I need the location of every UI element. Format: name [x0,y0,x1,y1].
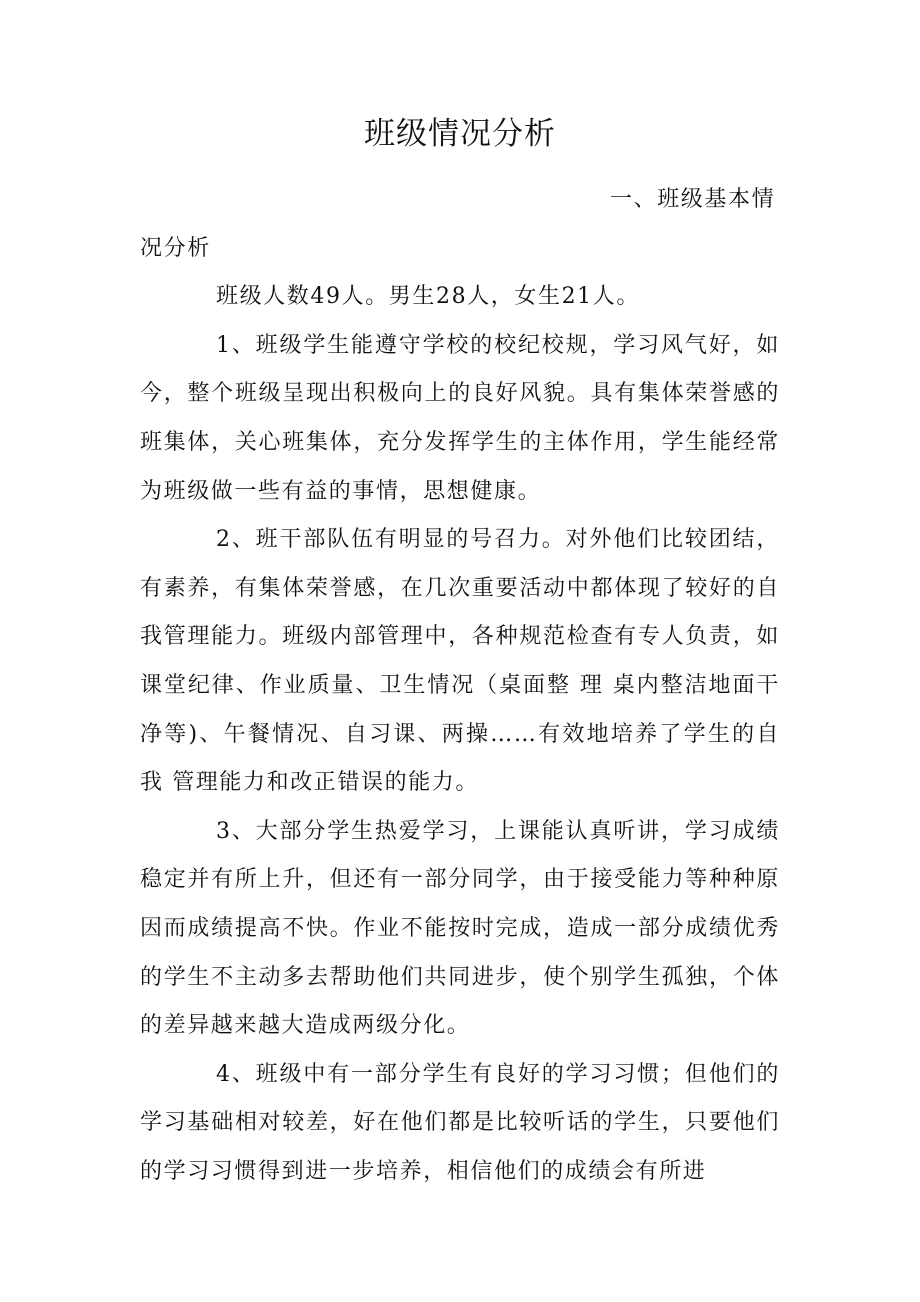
paragraph-3-learning: 3、大部分学生热爱学习，上课能认真听讲，学习成绩稳定并有所上升，但还有一部分同学，由于接受能力等种种原因而成绩提高不快。作业不能按时完成，造成一部分成绩优秀的学生不主动多去帮助他们共同进步，使个别学生孤独，个体的差异越来越大造成两级分化。 [140,818,780,1039]
paragraph-2-class-cadre: 2、班干部队伍有明显的号召力。对外他们比较团结，有素养，有集体荣誉感，在几次重要活动中都体现了较好的自我管理能力。班级内部管理中，各种规范检查有专人负责，如课堂纪律、作业质量、卫生情况（桌面整 理 桌内整洁地面干净等)、午餐情况、自习课、两操……有效地培养了学生的自我 管理能力和改正错误的能力。 [140,527,780,796]
section-heading: 一、班级基本情 [610,187,776,212]
paragraph-class-size: 班级人数49人。男生28人，女生21人。 [216,284,640,310]
paragraph-1-discipline: 1、班级学生能遵守学校的校纪校规，学习风气好，如今，整个班级呈现出积极向上的良好风貌。具有集体荣誉感的班集体，关心班集体，充分发挥学生的主体作用，学生能经常为班级做一些有益的事情，思想健康。 [140,332,780,504]
paragraph-4-habits: 4、班级中有一部分学生有良好的学习习惯；但他们的学习基础相对较差，好在他们都是比较听话的学生，只要他们的学习习惯得到进一步培养，相信他们的成绩会有所进 [140,1061,780,1184]
section-heading-continued: 况分析 [140,235,211,261]
document-body [140,176,780,1196]
document-title: 班级情况分析 [364,116,556,152]
